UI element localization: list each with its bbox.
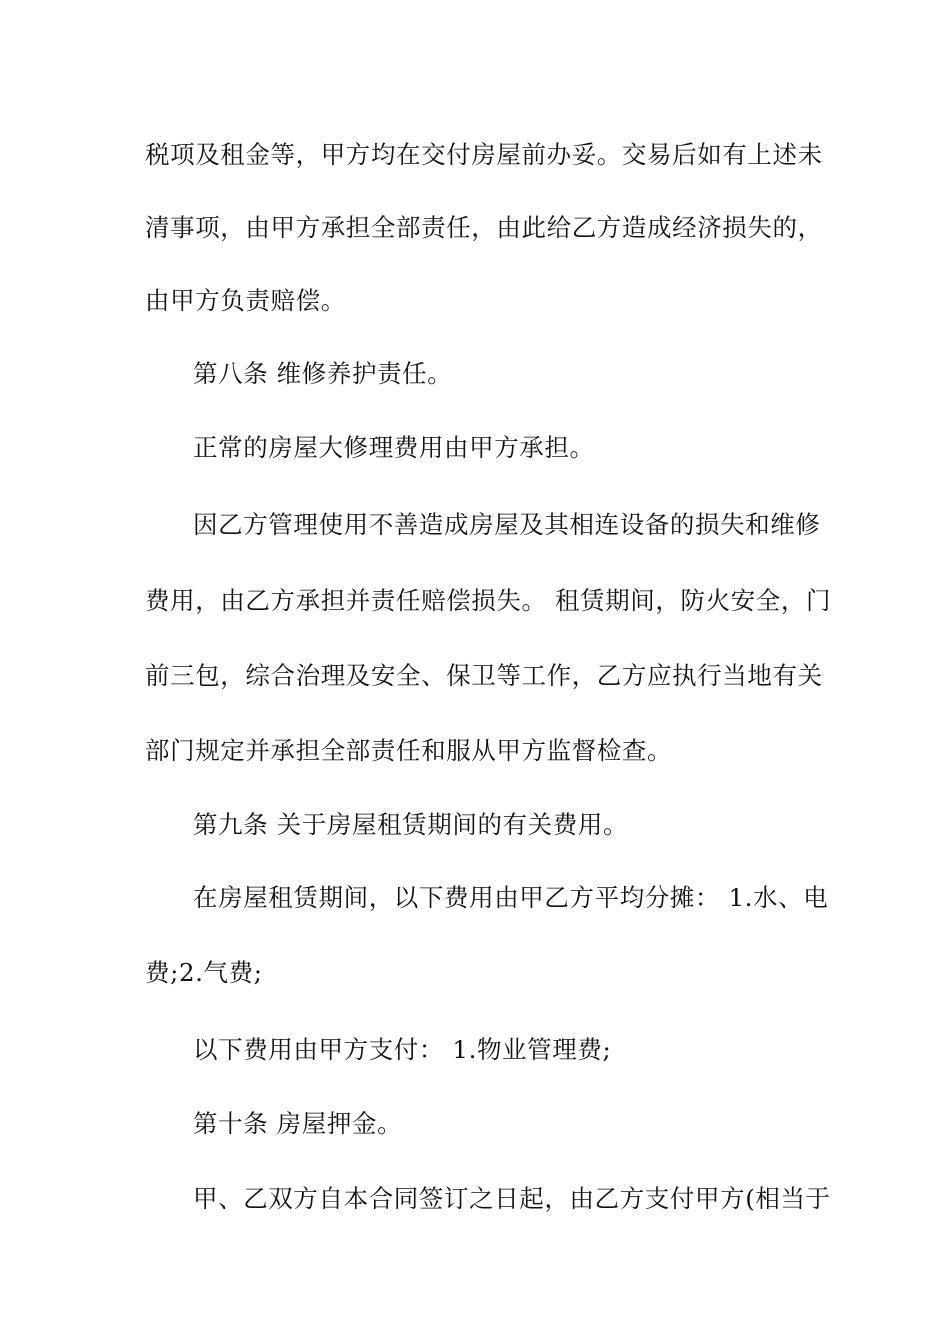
text-line: 前三包，综合治理及安全、保卫等工作，乙方应执行当地有关 (145, 661, 823, 690)
text-line: 由甲方负责赔偿。 (145, 286, 346, 315)
text-line: 费用，由乙方承担并责任赔偿损失。 租赁期间，防火安全，门 (145, 586, 832, 615)
paragraph-line: 正常的房屋大修理费用由甲方承担。 (193, 433, 595, 462)
paragraph-line: 在房屋租赁期间，以下费用由甲乙方平均分摊： 1.水、电 (193, 883, 829, 912)
article-heading: 第九条 关于房屋租赁期间的有关费用。 (193, 810, 629, 839)
text-line: 税项及租金等，甲方均在交付房屋前办妥。交易后如有上述未 (145, 140, 823, 169)
paragraph-line: 因乙方管理使用不善造成房屋及其相连设备的损失和维修 (193, 510, 821, 539)
paragraph-line: 甲、乙双方自本合同签订之日起，由乙方支付甲方(相当于 (193, 1184, 831, 1213)
paragraph-line: 以下费用由甲方支付： 1.物业管理费; (193, 1035, 612, 1064)
article-heading: 第十条 房屋押金。 (193, 1109, 403, 1138)
text-line: 部门规定并承担全部责任和服从甲方监督检查。 (145, 736, 673, 765)
article-heading: 第八条 维修养护责任。 (193, 359, 453, 388)
text-line: 清事项，由甲方承担全部责任，由此给乙方造成经济损失的， (145, 213, 823, 242)
text-line: 费;2.气费; (145, 958, 263, 987)
